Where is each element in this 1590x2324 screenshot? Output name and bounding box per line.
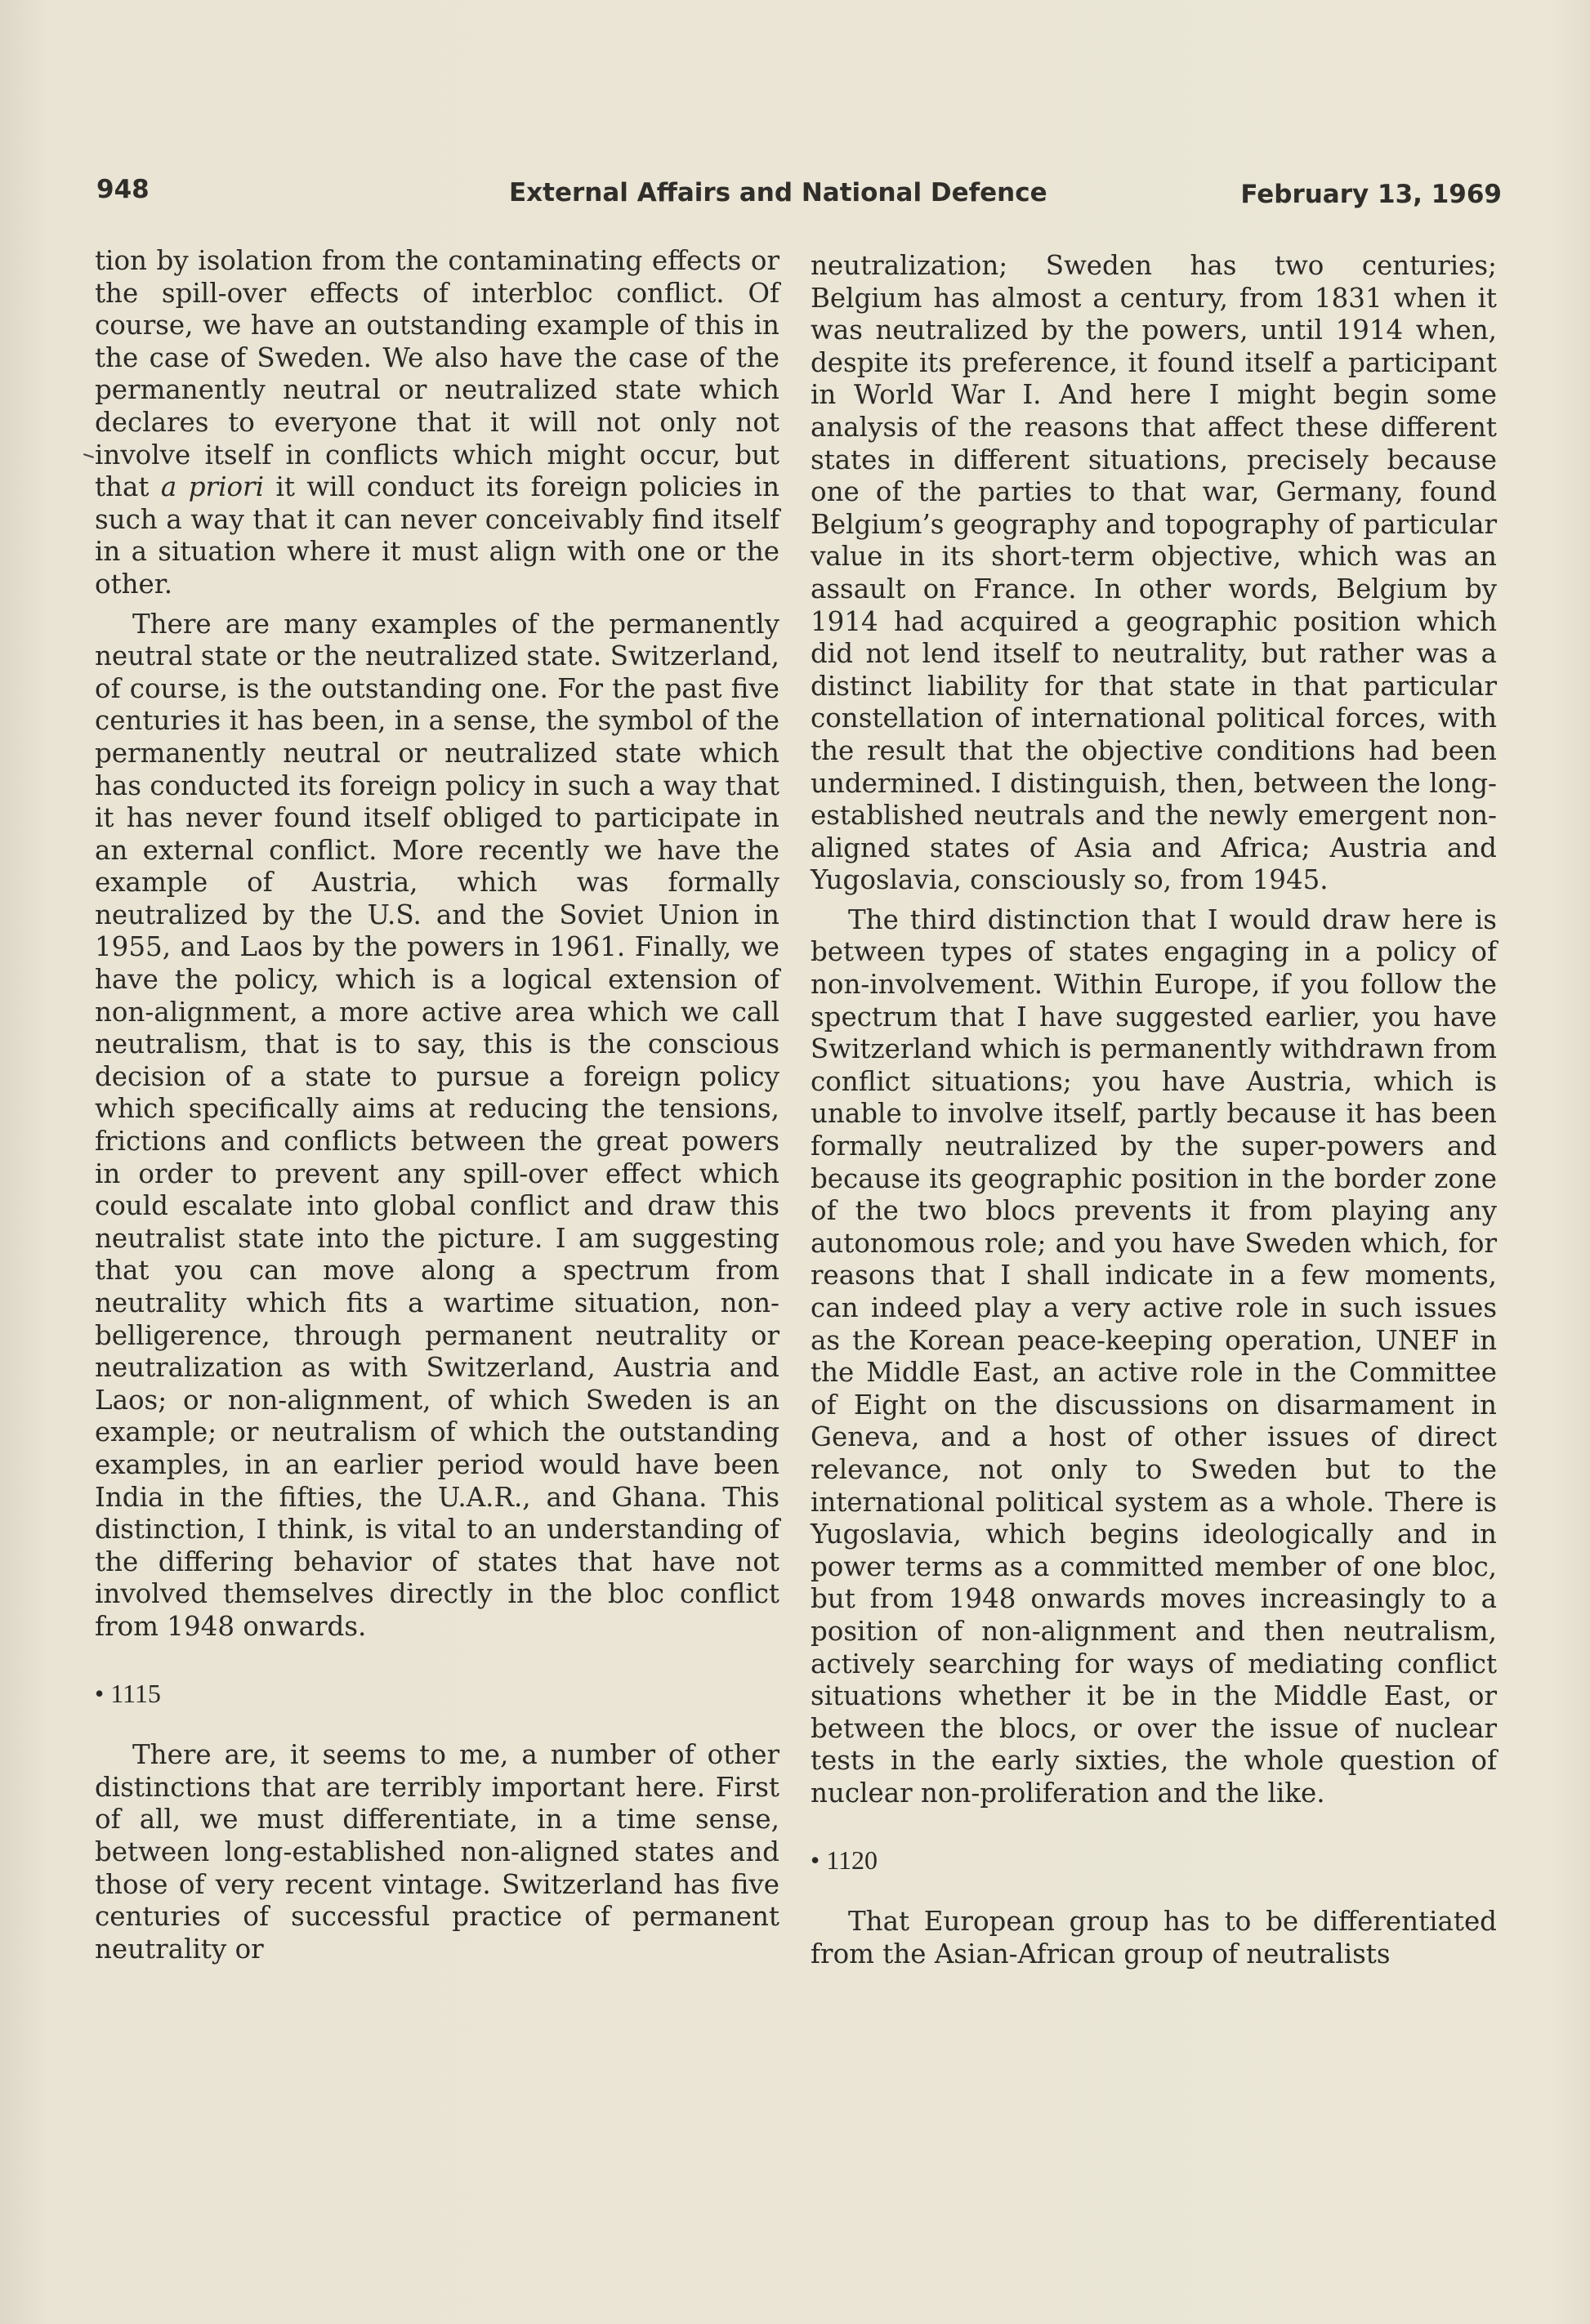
running-header [96, 175, 1502, 216]
paragraph: There are, it seems to me, a number of other distinctions that are terribly important here. First of all, we must differentiate, in a time sense, between long-established non-aligned states and those of very recent vintage. Switzerland has five centuries of successful practice of permanent neutrality or [95, 1739, 779, 1965]
section-marker: • 1115 [95, 1678, 161, 1708]
paragraph [95, 245, 779, 601]
paragraph: That European group has to be differentiated from the Asian-African group of neutralists [811, 1906, 1497, 1969]
right-column [811, 250, 1497, 1970]
italic-phrase: a priori [160, 471, 264, 503]
paragraph-text: it will conduct its foreign policies in such a way that it can never conceivably find itself in a situation where it must align with one or the other. [95, 471, 779, 600]
section-marker: • 1120 [811, 1844, 878, 1875]
paragraph: There are many examples of the permanently neutral state or the neutralized state. Switzerland, of course, is the outstanding one. For the past five centuries it has been, in a sense, the symbol of the permanently neutral or neutralized state which has conducted its foreign policy in such a way that it has never found itself obliged to participate in an external conflict. More recently we have the example of Austria, which was formally neutralized by the U.S. and the Soviet Union in 1955, and Laos by the powers in 1961. Finally, we have the policy, which is a logical extension of non-alignment, a more active area which we call neutralism, that is to say, this is the conscious decision of a state to pursue a foreign policy which specifically aims at reducing the tensions, frictions and conflicts between the great powers in order to prevent any spill-over effect which could escalate into global conflict and draw this neutralist state into the picture. I am suggesting that you can move along a spectrum from neutrality which fits a wartime situation, non-belligerence, through permanent neutrality or neutralization as with Switzerland, Austria and Laos; or non-alignment, of which Sweden is an example; or neutralism of which the outstanding examples, in an earlier period would have been India in the fifties, the U.A.R., and Ghana. This distinction, I think, is vital to an understanding of the differing behavior of states that have not involved themselves directly in the bloc conflict from 1948 onwards. [95, 608, 779, 1642]
paragraph: The third distinction that I would draw here is between types of states engaging in a policy of non-involvement. Within Europe, if you follow the spectrum that I have suggested earlier, you have Switzerland which is permanently withdrawn from conflict situations; you have Austria, which is unable to involve itself, partly because it has been formally neutralized by the super-powers and because its geographic position in the border zone of the two blocs prevents it from playing any autonomous role; and you have Sweden which, for reasons that I shall indicate in a few moments, can indeed play a very active role in such issues as the Korean peace-keeping operation, UNEF in the Middle East, an active role in the Committee of Eight on the discussions on disarmament in Geneva, and a host of other issues of direct relevance, not only to Sweden but to the international political system as a whole. There is Yugoslavia, which begins ideologically and in power terms as a committed member of one bloc, but from 1948 onwards moves increasingly to a position of non-alignment and then neutralism, actively searching for ways of mediating conflict situations whether it be in the Middle East, or between the blocs, or over the issue of nuclear tests in the early sixties, the whole question of nuclear non-proliferation and the like. [811, 903, 1497, 1809]
issue-date: February 13, 1969 [1240, 180, 1502, 209]
paragraph-text: tion by isolation from the contaminating effects or the spill-over effects of interbloc conflict. Of course, we have an outstanding example of this in the case of Sweden. We also have the case of the permanently neutral or neutralized state which declares to everyone that it will not only not involve itself in conflicts which might occur, but that [95, 245, 779, 503]
page-number: 948 [96, 175, 150, 204]
left-column [95, 245, 779, 1965]
paragraph: neutralization; Sweden has two centuries; Belgium has almost a century, from 1831 when it was neutralized by the powers, until 1914 when, despite its preference, it found itself a participant in World War I. And here I might begin some analysis of the reasons that affect these different states in different situations, precisely because one of the parties to that war, Germany, found Belgium’s geography and topography of particular value in its short-term objective, which was an assault on France. In other words, Belgium by 1914 had acquired a geographic position which did not lend itself to neutrality, but rather was a distinct liability for that state in that particular constellation of international political forces, with the result that the objective conditions had been undermined. I distinguish, then, between the long-established neutrals and the newly emergent non-aligned states of Asia and Africa; Austria and Yugoslavia, consciously so, from 1945. [811, 250, 1497, 896]
journal-title: External Affairs and National Defence [509, 178, 1047, 207]
